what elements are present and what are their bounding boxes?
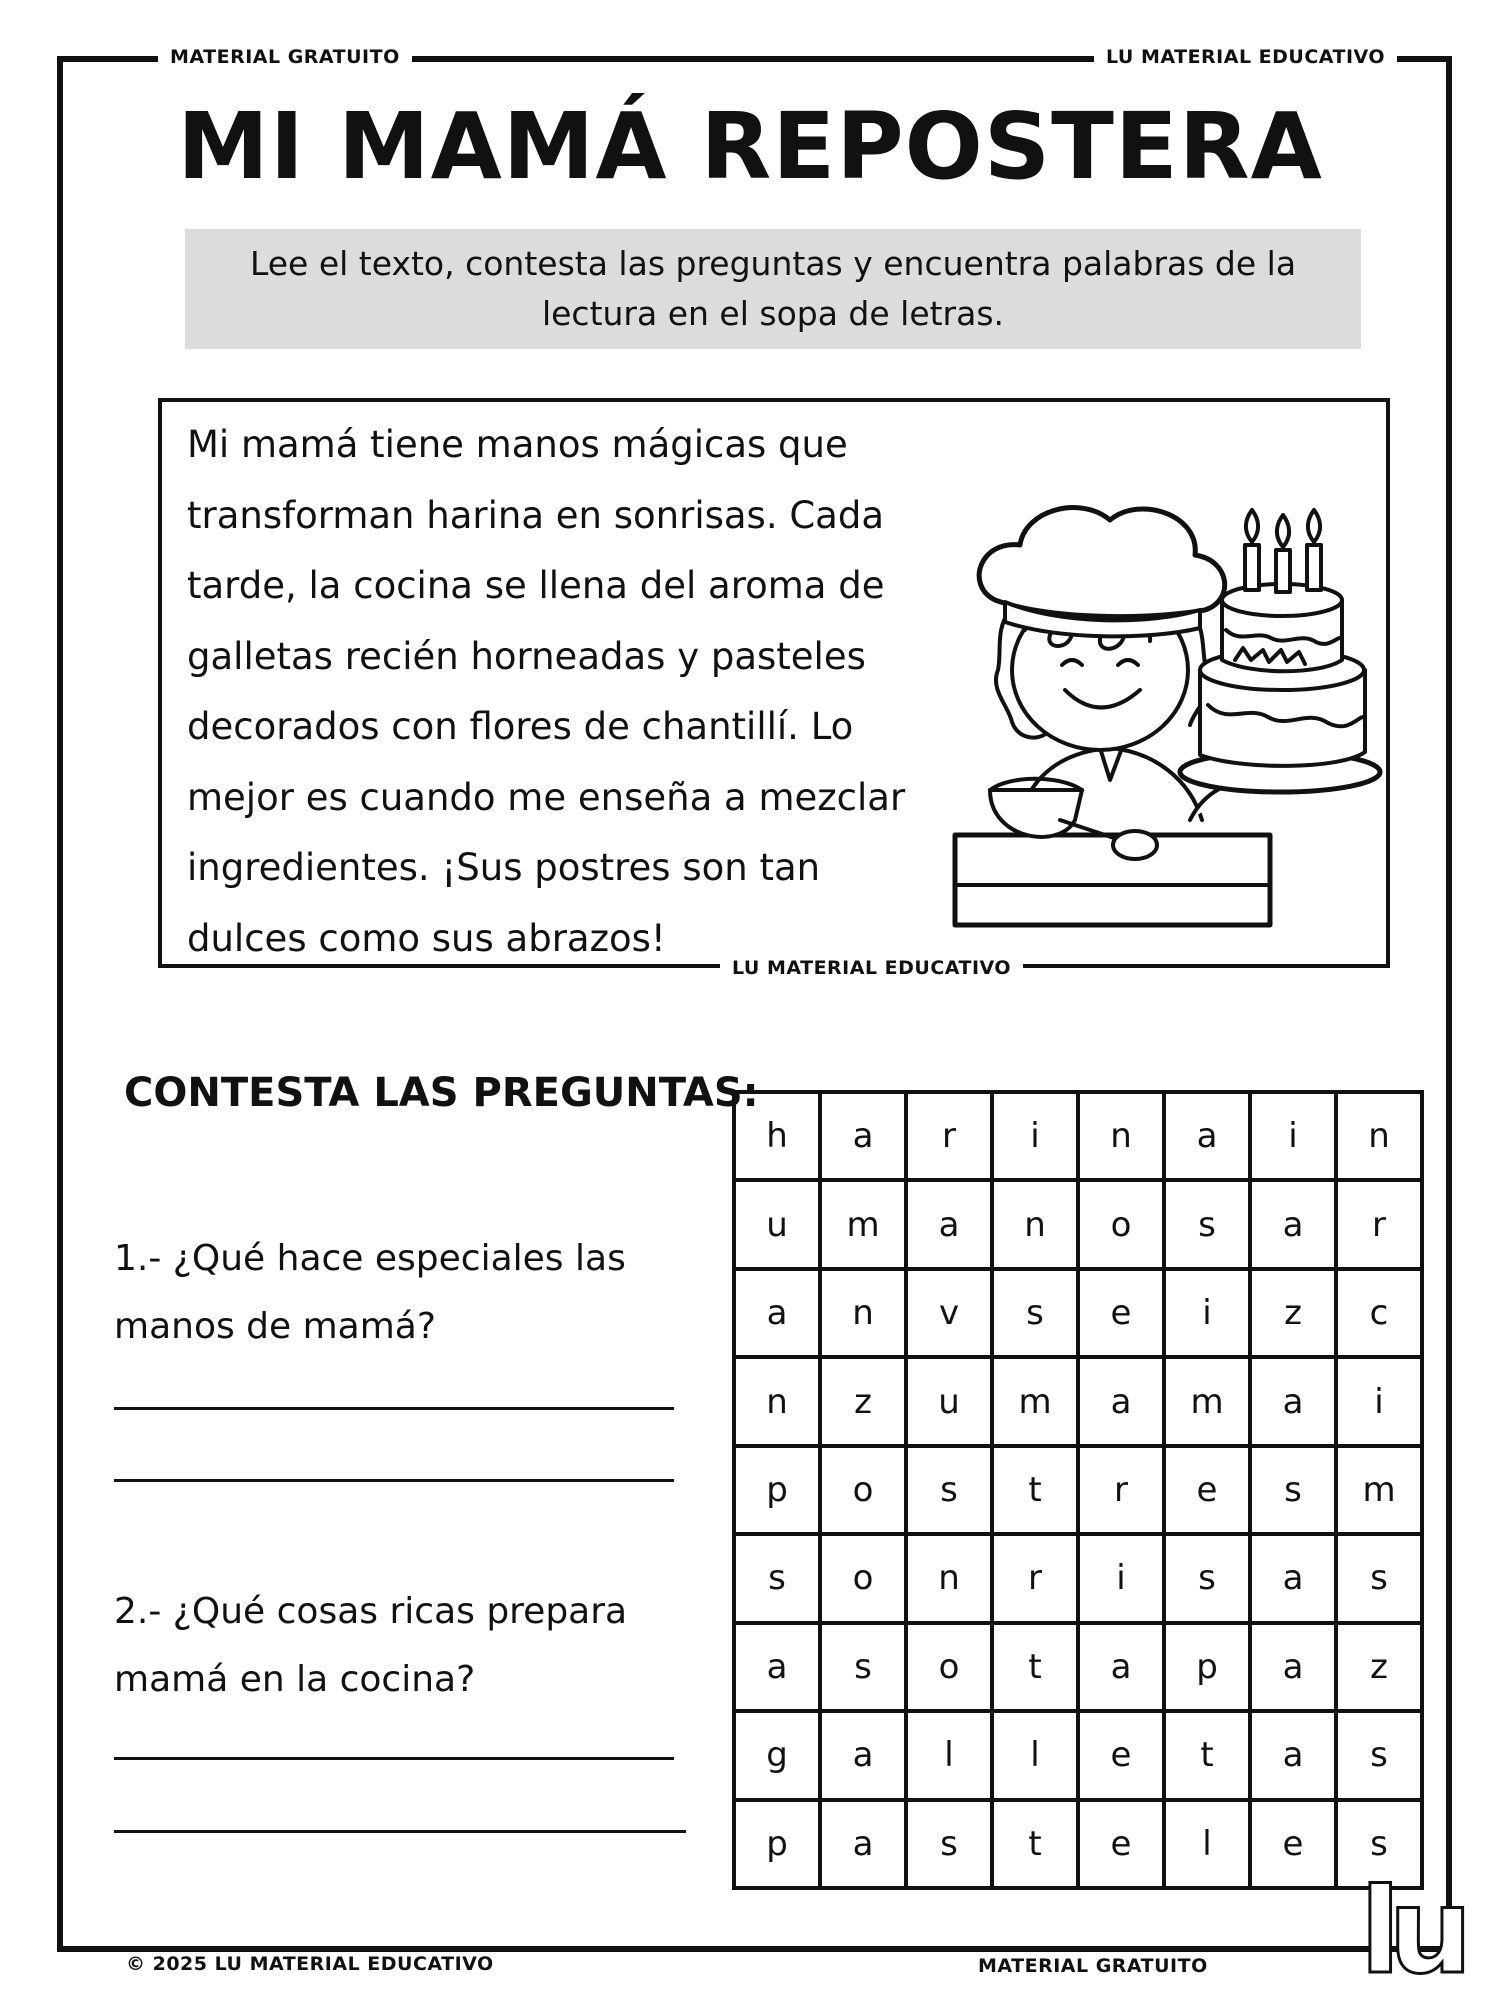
- instruction-banner: Lee el texto, contesta las preguntas y encuentra palabras de la lectura en el sopa de letras.: [185, 229, 1361, 349]
- letter-cell[interactable]: n: [1336, 1092, 1422, 1180]
- letter-cell[interactable]: a: [1250, 1357, 1336, 1445]
- letter-cell[interactable]: l: [906, 1711, 992, 1799]
- letter-cell[interactable]: s: [1164, 1180, 1250, 1268]
- letter-cell[interactable]: r: [906, 1092, 992, 1180]
- letter-cell[interactable]: l: [1164, 1800, 1250, 1888]
- letter-cell[interactable]: a: [820, 1092, 906, 1180]
- letter-cell[interactable]: z: [820, 1357, 906, 1445]
- lu-logo: lu: [1360, 1862, 1461, 2000]
- letter-cell[interactable]: n: [820, 1269, 906, 1357]
- letter-cell[interactable]: a: [1250, 1711, 1336, 1799]
- reading-line: transforman harina en sonrisas. Cada: [187, 493, 885, 537]
- letter-cell[interactable]: a: [1250, 1534, 1336, 1622]
- letter-cell[interactable]: e: [1078, 1711, 1164, 1799]
- letter-cell[interactable]: a: [1078, 1357, 1164, 1445]
- question-line: mamá en la cocina?: [114, 1659, 476, 1700]
- letter-cell[interactable]: z: [1336, 1623, 1422, 1711]
- letter-cell[interactable]: c: [1336, 1269, 1422, 1357]
- reading-line: tarde, la cocina se llena del aroma de: [187, 564, 885, 607]
- letter-cell[interactable]: a: [820, 1800, 906, 1888]
- letter-cell[interactable]: s: [1164, 1534, 1250, 1622]
- answer-line[interactable]: [114, 1757, 674, 1760]
- letter-cell[interactable]: a: [734, 1269, 820, 1357]
- letter-cell[interactable]: i: [1078, 1534, 1164, 1622]
- letter-cell[interactable]: n: [734, 1357, 820, 1445]
- letter-cell[interactable]: e: [1250, 1800, 1336, 1888]
- letter-cell[interactable]: p: [1164, 1623, 1250, 1711]
- questions-heading: CONTESTA LAS PREGUNTAS:: [124, 1070, 759, 1116]
- reading-line: Mi mamá tiene manos mágicas que: [187, 423, 848, 466]
- reading-box-label: LU MATERIAL EDUCATIVO: [720, 956, 1023, 980]
- letter-cell[interactable]: n: [1078, 1092, 1164, 1180]
- letter-cell[interactable]: i: [1164, 1269, 1250, 1357]
- letter-cell[interactable]: r: [1078, 1446, 1164, 1534]
- letter-cell[interactable]: a: [1250, 1623, 1336, 1711]
- letter-cell[interactable]: u: [734, 1180, 820, 1268]
- letter-cell[interactable]: o: [820, 1446, 906, 1534]
- letter-cell[interactable]: l: [992, 1711, 1078, 1799]
- letter-cell[interactable]: i: [1336, 1357, 1422, 1445]
- letter-cell[interactable]: a: [820, 1711, 906, 1799]
- letter-cell[interactable]: e: [1078, 1269, 1164, 1357]
- letter-cell[interactable]: s: [1336, 1711, 1422, 1799]
- letter-cell[interactable]: p: [734, 1800, 820, 1888]
- letter-cell[interactable]: a: [734, 1623, 820, 1711]
- letter-cell[interactable]: o: [820, 1534, 906, 1622]
- letter-cell[interactable]: p: [734, 1446, 820, 1534]
- letter-cell[interactable]: r: [1336, 1180, 1422, 1268]
- letter-cell[interactable]: m: [1164, 1357, 1250, 1445]
- letter-cell[interactable]: i: [1250, 1092, 1336, 1180]
- word-search-grid: [732, 1090, 1424, 1890]
- question-line: 1.- ¿Qué hace especiales las: [114, 1238, 626, 1279]
- letter-cell[interactable]: s: [992, 1269, 1078, 1357]
- footer-copyright: © 2025 LU MATERIAL EDUCATIVO: [114, 1952, 506, 1976]
- letter-cell[interactable]: t: [1164, 1711, 1250, 1799]
- reading-line: mejor es cuando me enseña a mezclar: [187, 775, 906, 819]
- header-left-label: MATERIAL GRATUITO: [158, 45, 412, 69]
- letter-cell[interactable]: i: [992, 1092, 1078, 1180]
- baker-with-cake-icon: [950, 490, 1390, 940]
- reading-line: dulces como sus abrazos!: [187, 916, 666, 960]
- question-2: [114, 1578, 674, 1714]
- letter-cell[interactable]: s: [906, 1446, 992, 1534]
- letter-cell[interactable]: s: [1250, 1446, 1336, 1534]
- letter-cell[interactable]: s: [820, 1623, 906, 1711]
- letter-cell[interactable]: a: [1164, 1092, 1250, 1180]
- letter-cell[interactable]: z: [1250, 1269, 1336, 1357]
- letter-cell[interactable]: t: [992, 1800, 1078, 1888]
- letter-cell[interactable]: m: [992, 1357, 1078, 1445]
- letter-cell[interactable]: r: [992, 1534, 1078, 1622]
- letter-cell[interactable]: a: [906, 1180, 992, 1268]
- reading-line: decorados con flores de chantillí. Lo: [187, 705, 854, 748]
- page-title: MI MAMÁ REPOSTERA: [177, 93, 1323, 200]
- letter-cell[interactable]: e: [1164, 1446, 1250, 1534]
- letter-cell[interactable]: h: [734, 1092, 820, 1180]
- header-right-label: LU MATERIAL EDUCATIVO: [1094, 45, 1397, 69]
- letter-cell[interactable]: s: [734, 1534, 820, 1622]
- answer-line[interactable]: [114, 1830, 686, 1833]
- question-line: manos de mamá?: [114, 1306, 436, 1347]
- reading-line: galletas recién horneadas y pasteles: [187, 634, 866, 678]
- reading-text: [187, 410, 947, 974]
- question-line: 2.- ¿Qué cosas ricas prepara: [114, 1591, 628, 1632]
- letter-cell[interactable]: n: [906, 1534, 992, 1622]
- reading-line: ingredientes. ¡Sus postres son tan: [187, 846, 821, 889]
- letter-cell[interactable]: g: [734, 1711, 820, 1799]
- footer-right-label: MATERIAL GRATUITO: [966, 1954, 1220, 1978]
- letter-cell[interactable]: u: [906, 1357, 992, 1445]
- letter-cell[interactable]: e: [1078, 1800, 1164, 1888]
- letter-cell[interactable]: o: [1078, 1180, 1164, 1268]
- letter-cell[interactable]: a: [1250, 1180, 1336, 1268]
- letter-cell[interactable]: n: [992, 1180, 1078, 1268]
- letter-cell[interactable]: t: [992, 1446, 1078, 1534]
- letter-cell[interactable]: s: [906, 1800, 992, 1888]
- question-1: [114, 1225, 674, 1361]
- answer-line[interactable]: [114, 1479, 674, 1482]
- answer-line[interactable]: [114, 1407, 674, 1410]
- letter-cell[interactable]: v: [906, 1269, 992, 1357]
- letter-cell[interactable]: o: [906, 1623, 992, 1711]
- letter-cell[interactable]: t: [992, 1623, 1078, 1711]
- letter-cell[interactable]: m: [820, 1180, 906, 1268]
- letter-cell[interactable]: s: [1336, 1534, 1422, 1622]
- letter-cell[interactable]: a: [1078, 1623, 1164, 1711]
- letter-cell[interactable]: m: [1336, 1446, 1422, 1534]
- letter-cell[interactable]: s: [1336, 1800, 1422, 1888]
